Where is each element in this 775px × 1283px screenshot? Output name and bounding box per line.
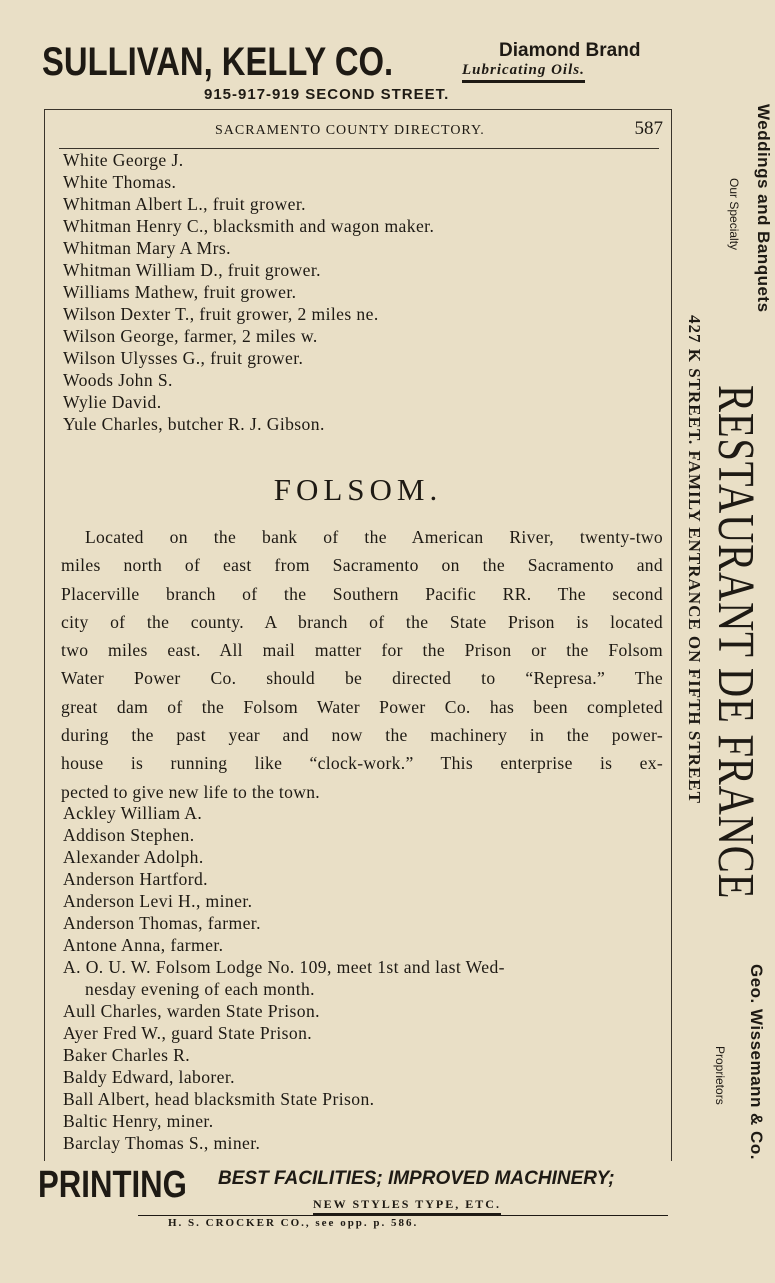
list-item: Whitman Henry C., blacksmith and wagon maker. — [63, 216, 435, 236]
description-line: Water Power Co. should be directed to “Represa.” The — [61, 668, 663, 689]
top-advertisement — [38, 36, 678, 106]
listing-bottom — [63, 802, 663, 1154]
list-item: White Thomas. — [63, 172, 177, 192]
description-line: pected to give new life to the town. — [61, 781, 320, 802]
side-advertisement — [683, 100, 775, 1250]
list-item: Wilson Dexter T., fruit grower, 2 miles ne. — [63, 304, 379, 324]
list-item: Alexander Adolph. — [63, 847, 204, 867]
description-line: during the past year and now the machinery in the power- — [61, 725, 663, 746]
section-heading: FOLSOM. — [273, 472, 443, 507]
list-item: Whitman Albert L., fruit grower. — [63, 194, 306, 214]
side-ad-street: 427 K STREET. FAMILY ENTRANCE ON FIFTH STREET — [685, 315, 704, 804]
side-ad-restaurant: RESTAURANT DE FRANCE — [707, 385, 764, 900]
list-item: Whitman William D., fruit grower. — [63, 260, 321, 280]
side-ad-specialty: Our Specialty — [727, 178, 741, 251]
list-item: Baker Charles R. — [63, 1045, 191, 1065]
description-line: miles north of east from Sacramento on the Sacramento and — [61, 555, 663, 576]
page-number: 587 — [634, 118, 663, 139]
list-item: Ball Albert, head blacksmith State Prison. — [63, 1089, 375, 1109]
list-item: A. O. U. W. Folsom Lodge No. 109, meet 1st and last Wed- — [63, 957, 505, 977]
description-line: house is running like “clock-work.” This enterprise is ex- — [61, 753, 663, 774]
list-item: Ackley William A. — [63, 803, 203, 823]
description-line: two miles east. All mail matter for the Prison or the Folsom — [61, 640, 663, 661]
list-item: Anderson Thomas, farmer. — [63, 913, 261, 933]
side-ad-proprietor: Geo. Wissemann & Co. — [747, 964, 766, 1160]
description-line: Placerville branch of the Southern Pacific RR. The second — [61, 583, 663, 604]
side-ad-weddings: Weddings and Banquets — [754, 104, 773, 313]
list-item: Williams Mathew, fruit grower. — [63, 282, 297, 302]
bottom-ad-rule — [138, 1215, 668, 1216]
bottom-ad-printing: PRINTING — [38, 1164, 187, 1206]
running-head — [45, 110, 671, 150]
side-ad-proprietors-label: Proprietors — [713, 1046, 727, 1105]
description-line: Located on the bank of the American River, twenty-two — [85, 527, 663, 547]
list-item: Anderson Hartford. — [63, 869, 208, 889]
listing-top — [63, 149, 663, 435]
bottom-ad-new-styles: NEW STYLES TYPE, ETC. — [313, 1197, 501, 1215]
list-item: Woods John S. — [63, 370, 173, 390]
list-item: Wilson George, farmer, 2 miles w. — [63, 326, 318, 346]
section-description — [61, 523, 663, 806]
bottom-advertisement — [38, 1162, 678, 1237]
description-line: city of the county. A branch of the State Prison is located — [61, 611, 663, 632]
description-line: great dam of the Folsom Water Power Co. has been completed — [61, 696, 663, 717]
list-item: Barclay Thomas S., miner. — [63, 1133, 261, 1153]
list-item: Ayer Fred W., guard State Prison. — [63, 1023, 313, 1043]
list-item: Wilson Ulysses G., fruit grower. — [63, 348, 304, 368]
bottom-ad-facilities: BEST FACILITIES; IMPROVED MACHINERY; — [218, 1168, 615, 1189]
top-ad-brand: Diamond Brand — [499, 40, 641, 61]
list-item-continuation: nesday evening of each month. — [85, 979, 315, 999]
bottom-ad-credit: H. S. CROCKER CO., see opp. p. 586. — [168, 1217, 419, 1229]
list-item: Anderson Levi H., miner. — [63, 891, 253, 911]
top-ad-product: Lubricating Oils. — [462, 62, 585, 83]
directory-title: SACRAMENTO COUNTY DIRECTORY. — [215, 123, 485, 138]
list-item: Wylie David. — [63, 392, 162, 412]
list-item: Addison Stephen. — [63, 825, 195, 845]
list-item: Antone Anna, farmer. — [63, 935, 224, 955]
list-item: White George J. — [63, 150, 184, 170]
list-item: Baltic Henry, miner. — [63, 1111, 214, 1131]
list-item: Whitman Mary A Mrs. — [63, 238, 231, 258]
top-ad-company: SULLIVAN, KELLY CO. — [42, 40, 394, 84]
top-ad-address: 915-917-919 SECOND STREET. — [204, 86, 450, 103]
list-item: Baldy Edward, laborer. — [63, 1067, 235, 1087]
list-item: Aull Charles, warden State Prison. — [63, 1001, 320, 1021]
list-item: Yule Charles, butcher R. J. Gibson. — [63, 414, 325, 434]
directory-frame — [44, 109, 672, 1161]
